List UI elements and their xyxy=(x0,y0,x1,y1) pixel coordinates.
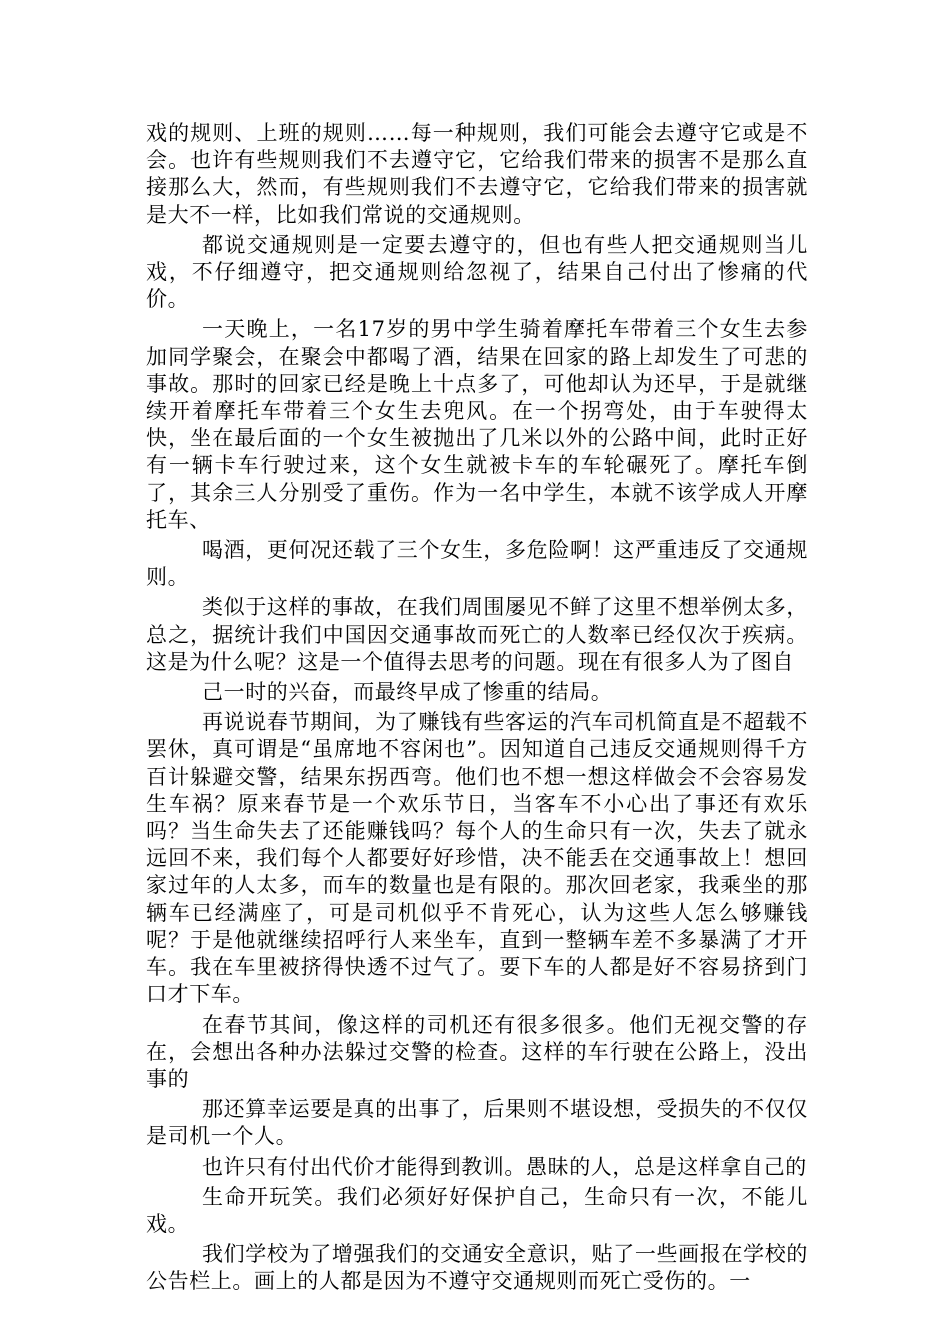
document-body xyxy=(146,120,808,1299)
paragraph-10: 也许只有付出代价才能得到教训。愚昧的人，总是这样拿自己的 xyxy=(202,1154,807,1179)
paragraph-6: 己一时的兴奋，而最终早成了惨重的结局。 xyxy=(202,680,613,705)
paragraph-12: 我们学校为了增强我们的交通安全意识，贴了一些画报在学校的公告栏上。画上的人都是因为不遵守交通规则而死亡受伤的。一 xyxy=(146,1242,808,1294)
paragraph-4: 喝酒，更何况还载了三个女生，多危险啊！这严重违反了交通规则。 xyxy=(146,538,808,590)
paragraph-3: 一天晚上，一名17岁的男中学生骑着摩托车带着三个女生去参加同学聚会，在聚会中都喝了酒，结果在回家的路上却发生了可悲的事故。那时的回家已经是晚上十点多了，可他却认为还早，于是就继续开着摩托车带着三个女生去兜风。在一个拐弯处，由于车驶得太快，坐在最后面的一个女生被抛出了几米以外的公路中间，此时正好有一辆卡车行驶过来，这个女生就被卡车的车轮碾死了。摩托车倒了，其余三人分别受了重伤。作为一名中学生，本就不该学成人开摩托车、 xyxy=(146,317,808,532)
paragraph-7: 再说说春节期间，为了赚钱有些客运的汽车司机简直是不超载不罢休，真可谓是“虽席地不容闲也”。因知道自己违反交通规则得千方百计躲避交警，结果东拐西弯。他们也不想一想这样做会不会容易发生车祸？原来春节是一个欢乐节日，当客车不小心出了事还有欢乐吗？当生命失去了还能赚钱吗？每个人的生命只有一次，失去了就永远回不来，我们每个人都要好好珍惜，决不能丢在交通事故上！想回家过年的人太多，而车的数量也是有限的。那次回老家，我乘坐的那辆车已经满座了，可是司机似乎不肯死心，认为这些人怎么够赚钱呢？于是他就继续招呼行人来坐车，直到一整辆车差不多暴满了才开车。我在车里被挤得快透不过气了。要下车的人都是好不容易挤到门口才下车。 xyxy=(146,710,808,1007)
paragraph-9: 那还算幸运要是真的出事了，后果则不堪设想，受损失的不仅仅是司机一个人。 xyxy=(146,1097,808,1149)
paragraph-8: 在春节其间，像这样的司机还有很多很多。他们无视交警的存在，会想出各种办法躲过交警的检查。这样的车行驶在公路上，没出事的 xyxy=(146,1012,808,1091)
paragraph-1: 戏的规则、上班的规则……每一种规则，我们可能会去遵守它或是不会。也许有些规则我们不去遵守它，它给我们带来的损害不是那么直接那么大，然而，有些规则我们不去遵守它，它给我们带来的损害就是大不一样，比如我们常说的交通规则。 xyxy=(146,121,808,227)
paragraph-11: 生命开玩笑。我们必须好好保护自己，生命只有一次，不能儿戏。 xyxy=(146,1184,808,1236)
paragraph-2: 都说交通规则是一定要去遵守的，但也有些人把交通规则当儿戏，不仔细遵守，把交通规则给忽视了，结果自己付出了惨痛的代价。 xyxy=(146,232,808,312)
paragraph-5: 类似于这样的事故，在我们周围屡见不鲜了这里不想举例太多，总之，据统计我们中国因交通事故而死亡的人数率已经仅次于疾病。这是为什么呢？这是一个值得去思考的问题。现在有很多人为了图自 xyxy=(146,595,808,674)
